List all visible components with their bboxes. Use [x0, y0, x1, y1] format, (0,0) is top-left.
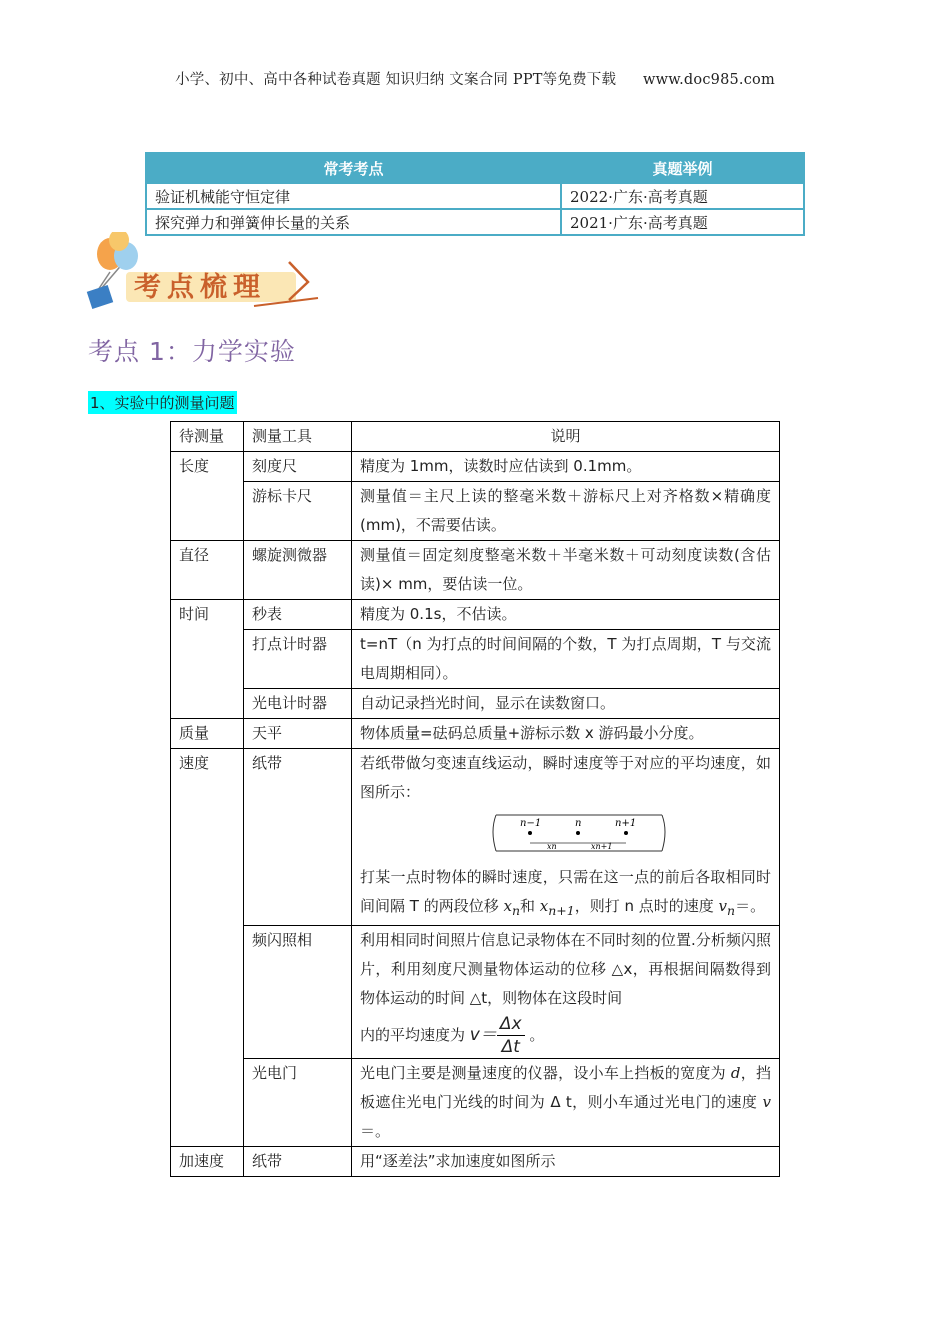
- tape-label-xn1: xn+1: [591, 842, 613, 851]
- tool-cell: 刻度尺: [244, 452, 352, 482]
- desc-cell: 自动记录挡光时间，显示在读数窗口。: [352, 689, 780, 719]
- tool-cell: 秒表: [244, 600, 352, 630]
- tool-cell: 光电计时器: [244, 689, 352, 719]
- banner-graphic: [84, 232, 324, 312]
- var-sub: n: [511, 903, 520, 918]
- topics-col-topic: 常考考点: [146, 153, 561, 183]
- tool-cell: 打点计时器: [244, 630, 352, 689]
- var-sub: n: [727, 903, 736, 918]
- formula-den: Δt: [501, 1037, 520, 1057]
- quantity-cell: 加速度: [171, 1147, 244, 1177]
- tape-and: 和: [520, 897, 540, 915]
- quantity-cell: 长度: [171, 452, 244, 541]
- tape-label-n-plus-1: n+1: [615, 818, 637, 829]
- banner-text: 考点梳理: [134, 272, 266, 303]
- header-url[interactable]: www.doc985.com: [642, 72, 775, 88]
- table-row: [171, 689, 780, 719]
- var-d: d: [730, 1064, 741, 1082]
- tape-desc-2b: ，则打 n 点时的速度: [574, 897, 719, 915]
- example-cell: 2022·广东·高考真题: [561, 183, 804, 209]
- quantity-cell: 时间: [171, 600, 244, 719]
- desc-cell: 测量值＝固定刻度整毫米数＋半毫米数＋可动刻度读数(含估读)× mm，要估读一位。: [352, 541, 780, 600]
- gift-box-icon: [87, 285, 113, 309]
- sub-title: 1、实验中的测量问题: [88, 391, 237, 414]
- table-header-row: [171, 422, 780, 452]
- tool-cell: 纸带: [244, 1147, 352, 1177]
- quantity-cell: 速度: [171, 749, 244, 1147]
- col-tool: 测量工具: [244, 422, 352, 452]
- tape-dot: [624, 831, 628, 835]
- desc-cell: [352, 926, 780, 1059]
- tool-cell: 纸带: [244, 749, 352, 926]
- topics-col-example: 真题举例: [561, 153, 804, 183]
- tape-label-n-minus-1: n−1: [520, 818, 542, 829]
- tool-cell: 频闪照相: [244, 926, 352, 1059]
- tape-desc-1: 若纸带做匀变速直线运动，瞬时速度等于对应的平均速度，如图所示：: [360, 754, 771, 801]
- topic-cell: 探究弹力和弹簧伸长量的关系: [146, 209, 561, 235]
- topics-header-row: [146, 153, 804, 183]
- var-xn1: [539, 897, 575, 918]
- desc-cell: [352, 1059, 780, 1147]
- var-x: x: [503, 897, 512, 915]
- table-row: [171, 452, 780, 482]
- desc-cell: 用“逐差法”求加速度如图所示: [352, 1147, 780, 1177]
- table-row: [171, 1147, 780, 1177]
- strobe-tail: 内的平均速度为: [360, 1026, 466, 1044]
- gate-desc-c: ＝。: [360, 1122, 391, 1140]
- table-row: [171, 1059, 780, 1147]
- gate-desc-a: 光电门主要是测量速度的仪器，设小车上挡板的宽度为: [360, 1064, 731, 1082]
- tool-cell: 游标卡尺: [244, 482, 352, 541]
- desc-cell: [352, 749, 780, 926]
- desc-cell: 测量值＝主尺上读的整毫米数＋游标尺上对齐格数×精确度(mm)，不需要估读。: [352, 482, 780, 541]
- desc-cell: 精度为 0.1s，不估读。: [352, 600, 780, 630]
- table-row: [171, 749, 780, 926]
- table-row: [171, 600, 780, 630]
- var-xn: [503, 897, 520, 918]
- formula-fraction: [497, 1013, 525, 1058]
- tape-desc-2c: ＝。: [735, 897, 766, 915]
- header-text: 小学、初中、高中各种试卷真题 知识归纳 文案合同 PPT等免费下载: [175, 72, 617, 88]
- tape-dot: [528, 831, 532, 835]
- strobe-end: 。: [529, 1026, 545, 1044]
- quantity-cell: 直径: [171, 541, 244, 600]
- topics-table: [145, 152, 805, 236]
- desc-cell: t=nT（n 为打点的时间间隔的个数，T 为打点周期，T 与交流电周期相同）。: [352, 630, 780, 689]
- desc-cell: 物体质量=砝码总质量+游标示数 x 游码最小分度。: [352, 719, 780, 749]
- page-header: [0, 68, 950, 89]
- paper-tape-diagram: [490, 811, 670, 859]
- var-x: x: [539, 897, 549, 915]
- var-v: v: [718, 897, 728, 915]
- var-sub: n+1: [548, 903, 575, 918]
- tool-cell: 光电门: [244, 1059, 352, 1147]
- tape-right-edge: [662, 815, 665, 851]
- tape-dot: [576, 831, 580, 835]
- tape-desc-2a: 打某一点时物体的瞬时速度，只需在这一点的前后各取相同时间间隔 T 的两段位移: [360, 868, 771, 915]
- col-desc: 说明: [352, 422, 780, 452]
- table-row: [171, 482, 780, 541]
- formula-num: Δx: [497, 1013, 525, 1036]
- tape-left-edge: [493, 815, 496, 851]
- var-vn: [718, 897, 736, 918]
- quantity-cell: 质量: [171, 719, 244, 749]
- table-row: [171, 926, 780, 1059]
- table-row: [171, 541, 780, 600]
- var-v: v: [762, 1093, 771, 1111]
- tool-cell: 天平: [244, 719, 352, 749]
- tape-label-n: n: [575, 818, 582, 829]
- tool-cell: 螺旋测微器: [244, 541, 352, 600]
- table-row: [171, 630, 780, 689]
- tape-label-xn: xn: [547, 842, 557, 851]
- formula-v: v＝: [469, 1025, 497, 1045]
- table-row: [146, 183, 804, 209]
- strobe-desc: 利用相同时间照片信息记录物体在不同时刻的位置.分析频闪照片，利用刻度尺测量物体运动的位移 △x，再根据间隔数得到物体运动的时间 △t，则物体在这段时间: [360, 931, 771, 1007]
- desc-cell: 精度为 1mm，读数时应估读到 0.1mm。: [352, 452, 780, 482]
- topic-cell: 验证机械能守恒定律: [146, 183, 561, 209]
- table-row: [171, 719, 780, 749]
- measurement-table: [170, 421, 780, 1177]
- gate-desc-b: ，挡板遮住光电门光线的时间为 Δ t，则小车通过光电门的速度: [360, 1064, 771, 1111]
- section-title: 考点 1：力学实验: [88, 337, 296, 366]
- example-cell: 2021·广东·高考真题: [561, 209, 804, 235]
- col-quantity: 待测量: [171, 422, 244, 452]
